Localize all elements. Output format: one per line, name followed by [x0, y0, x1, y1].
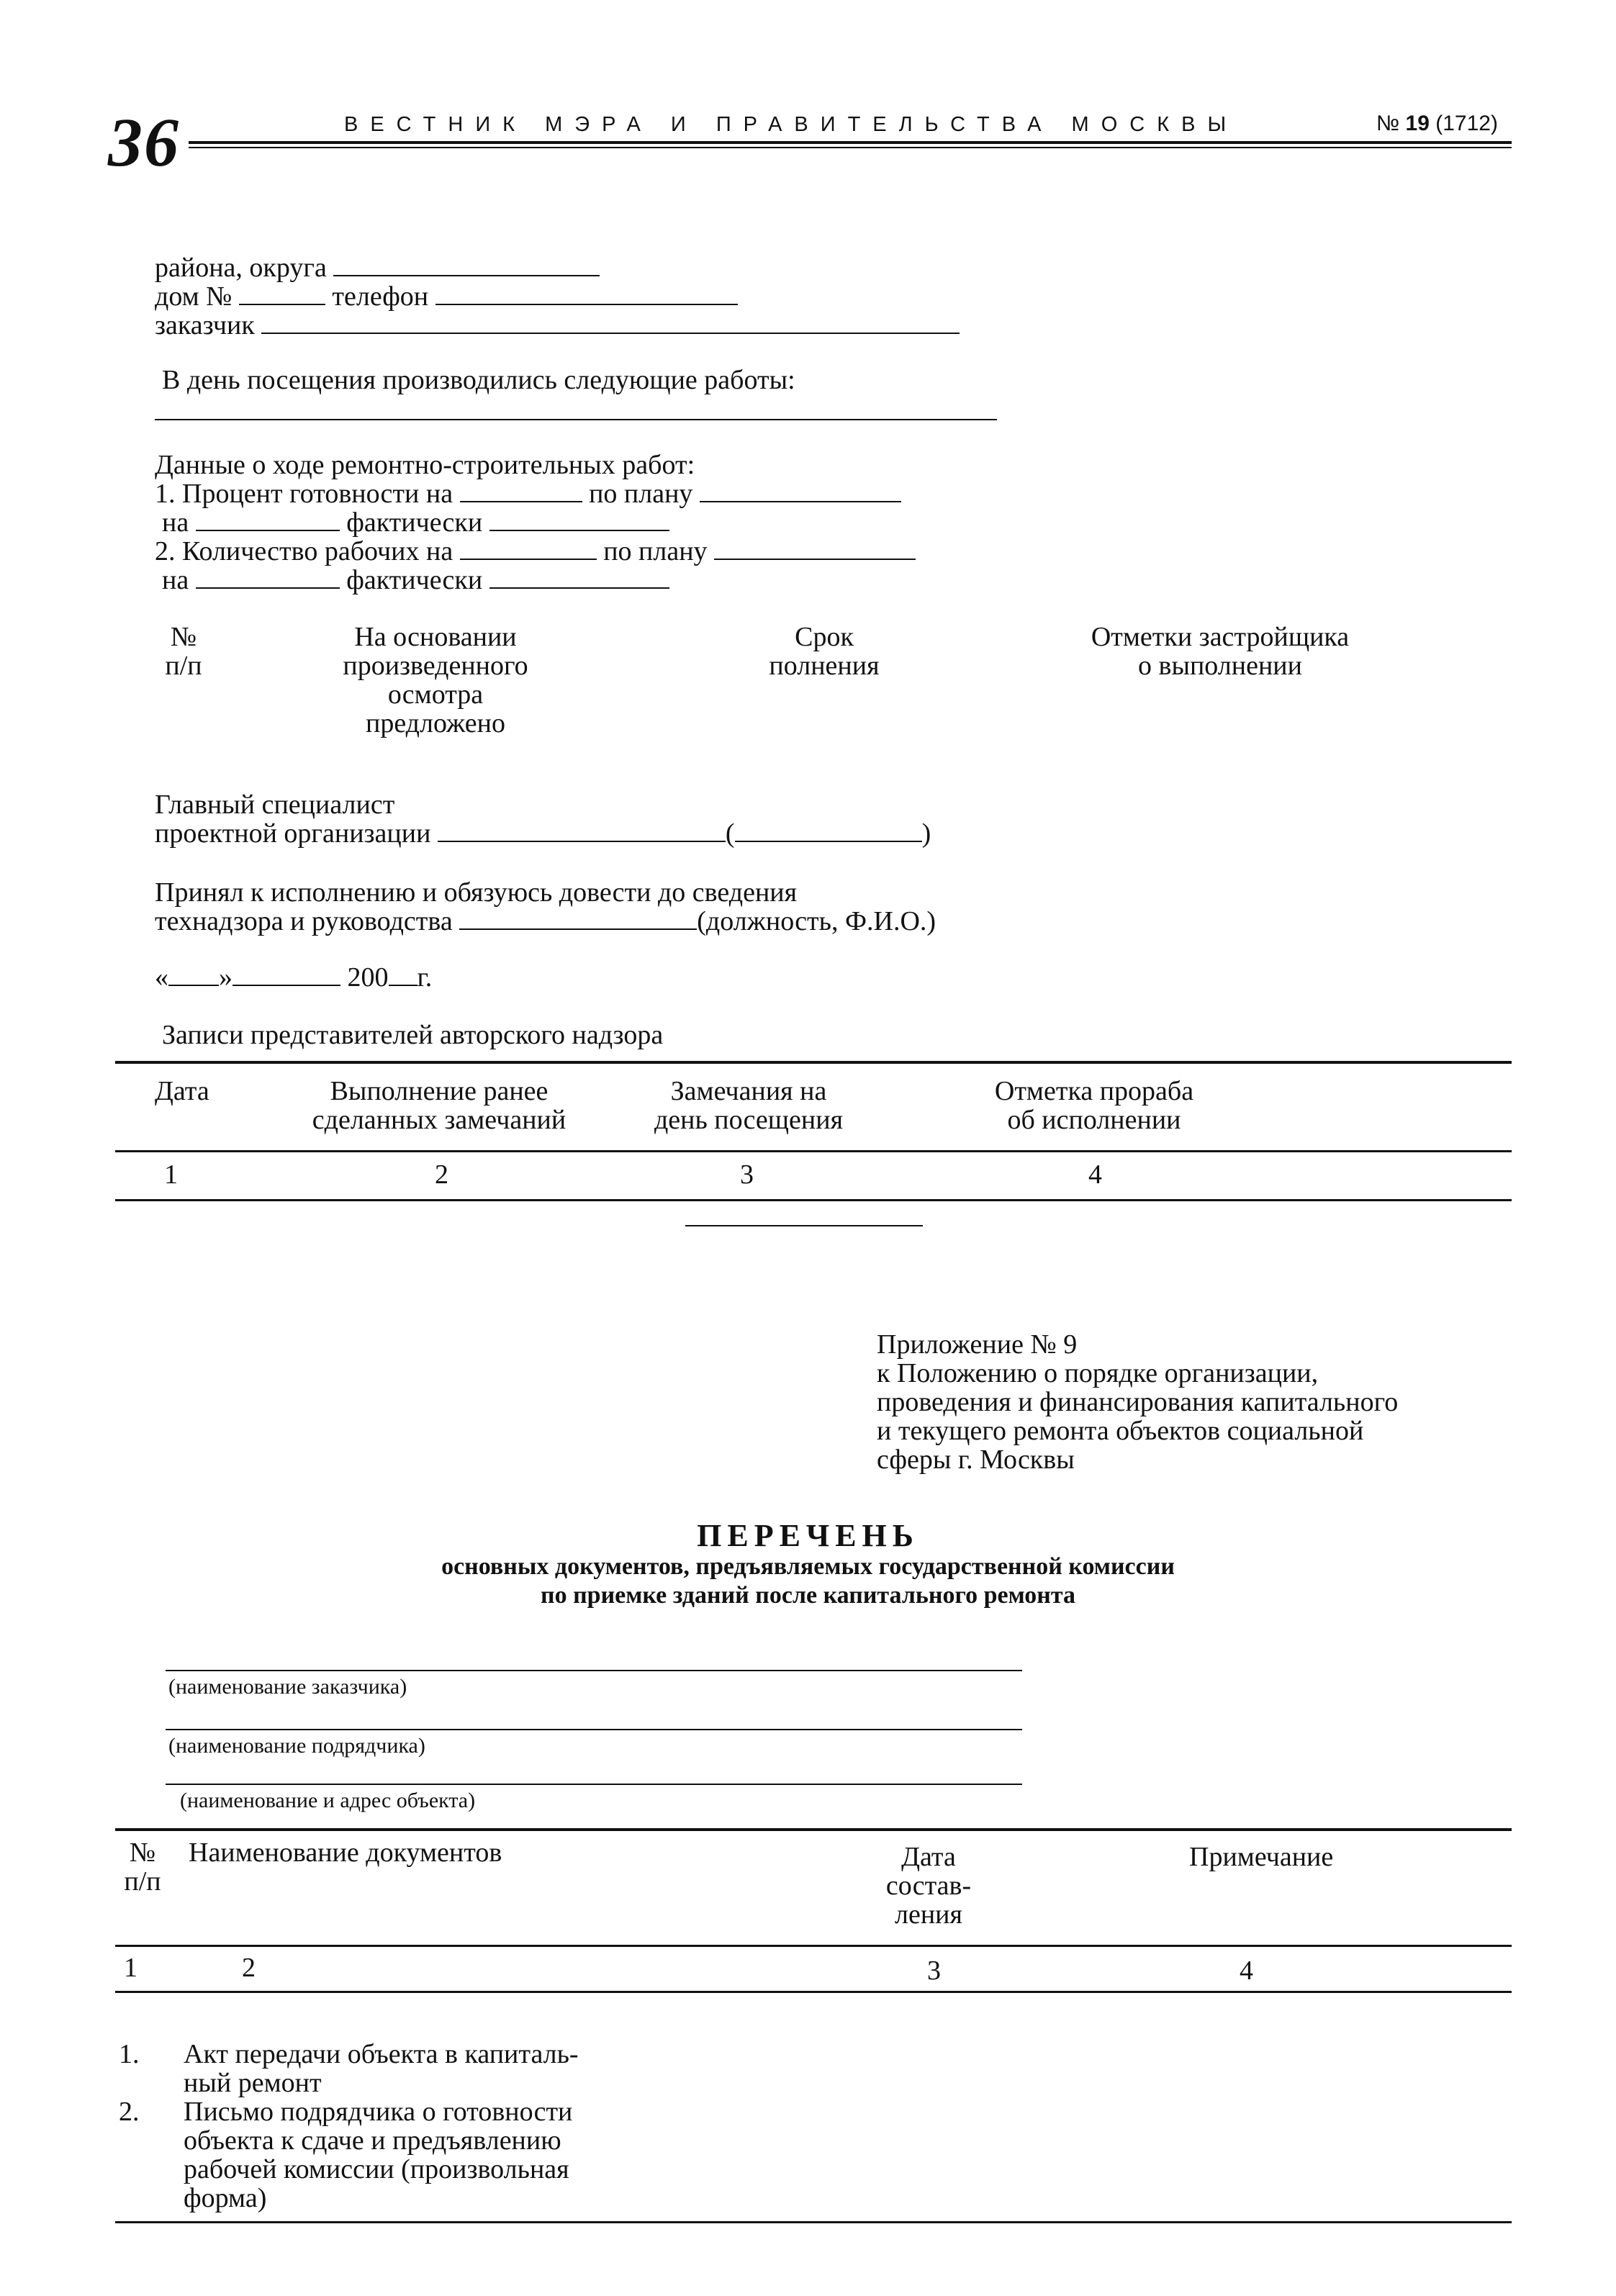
- paren-close: ): [921, 818, 931, 849]
- table3-header-date: Дата состав- ления: [885, 1842, 972, 1930]
- list-heading: ПЕРЕЧЕНЬ: [697, 1518, 919, 1553]
- table3-mid-rule: [115, 1945, 1512, 1947]
- table2-col-num-3: 3: [740, 1160, 754, 1190]
- appendix-line-2: к Положению о порядке организации,: [877, 1358, 1319, 1388]
- table2-mid-rule: [115, 1150, 1512, 1152]
- table3-col-num-4: 4: [1240, 1956, 1253, 1986]
- on-label: на: [162, 565, 189, 595]
- year-suffix: г.: [417, 962, 433, 993]
- house-label: дом №: [155, 281, 233, 312]
- issue-prefix: №: [1376, 112, 1400, 135]
- issue-number: [1376, 112, 1498, 136]
- readiness-line: [155, 479, 901, 508]
- position-hint: (должность, Ф.И.О.): [697, 906, 936, 936]
- workers-line: [155, 537, 916, 566]
- year-blank: [389, 963, 417, 986]
- workers-date-blank: [460, 537, 597, 560]
- table3-col-num-1: 1: [124, 1953, 137, 1983]
- actual-label: фактически: [346, 507, 483, 538]
- workers-plan-blank: [714, 537, 916, 560]
- table2-header-remarks: Замечания на день посещения: [654, 1076, 844, 1135]
- date-close-quote: »: [219, 962, 233, 993]
- contractor-name-blank: [166, 1729, 1022, 1730]
- table2-header-done: Выполнение ранее сделанных замечаний: [312, 1076, 566, 1135]
- chief-name-blank: [735, 819, 922, 842]
- chief-line2: [155, 819, 931, 848]
- readiness-on-blank: [196, 508, 340, 531]
- table2-col-num-1: 1: [164, 1160, 178, 1190]
- table1-header-proposed: На основании произведенного осмотра предложено: [343, 622, 528, 738]
- house-blank: [239, 282, 325, 305]
- table1-header-term: Срок полнения: [769, 622, 880, 681]
- table2-header-date: Дата: [155, 1076, 209, 1106]
- table3-row-1-text: Акт передачи объекта в капиталь- ный ремонт: [184, 2039, 579, 2098]
- customer-name-blank: [166, 1670, 1022, 1671]
- readiness-label: 1. Процент готовности на: [155, 479, 453, 509]
- phone-label: телефон: [332, 281, 429, 312]
- section-divider: [685, 1225, 923, 1226]
- list-subtitle-2: по приемке зданий после капитального ремонта: [540, 1582, 1075, 1609]
- on-label: на: [162, 507, 189, 538]
- header-rule-thin: [189, 147, 1512, 148]
- table3-header-num: № п/п: [124, 1838, 161, 1897]
- table2-col-num-2: 2: [435, 1160, 448, 1190]
- issue-total: (1712): [1435, 112, 1498, 135]
- customer-line: [155, 311, 960, 340]
- chief-org-label: проектной организации: [155, 818, 431, 849]
- month-blank: [233, 963, 340, 986]
- year-prefix: 200: [347, 962, 389, 993]
- table1-header-marks: Отметки застройщика о выполнении: [1091, 622, 1350, 681]
- accepted-line1: Принял к исполнению и обязуюсь довести до сведения: [155, 877, 798, 908]
- workers-actual-blank: [489, 566, 669, 589]
- accepted-blank: [459, 907, 697, 930]
- appendix-line-5: сферы г. Москвы: [877, 1445, 1075, 1475]
- appendix-line-1: Приложение № 9: [877, 1329, 1078, 1360]
- appendix-line-4: и текущего ремонта объектов социальной: [877, 1416, 1364, 1446]
- table2-caption: Записи представителей авторского надзора: [162, 1020, 664, 1050]
- workers-actual-line: [162, 566, 669, 595]
- house-line: [155, 282, 738, 311]
- customer-hint: (наименование заказчика): [168, 1675, 407, 1699]
- works-blank: [155, 419, 997, 420]
- date-line: [155, 963, 432, 992]
- issue-num: 19: [1405, 112, 1430, 135]
- table2-header-foreman: Отметка прораба об исполнении: [994, 1076, 1194, 1135]
- district-label: района, округа: [155, 253, 327, 283]
- contractor-hint: (наименование подрядчика): [168, 1734, 425, 1758]
- masthead: ВЕСТНИК МЭРА И ПРАВИТЕЛЬСТВА МОСКВЫ: [344, 113, 1239, 136]
- works-heading: В день посещения производились следующие работы:: [162, 365, 795, 395]
- accepted-label: технадзора и руководства: [155, 906, 453, 936]
- customer-label: заказчик: [155, 310, 255, 340]
- table3-top-rule: [115, 1828, 1512, 1831]
- customer-blank: [261, 311, 960, 334]
- readiness-plan-label: по плану: [589, 479, 693, 509]
- table2-top-rule: [115, 1061, 1512, 1064]
- table3-header-note: Примечание: [1189, 1842, 1334, 1872]
- readiness-actual-blank: [489, 508, 669, 531]
- table1-header-num: № п/п: [165, 622, 202, 681]
- table3-col-num-3: 3: [927, 1956, 941, 1986]
- readiness-plan-blank: [700, 479, 901, 502]
- table3-col-num-2: 2: [242, 1953, 256, 1983]
- object-hint: (наименование и адрес объекта): [180, 1789, 476, 1812]
- table3-numbers-rule: [115, 1991, 1512, 1993]
- appendix-line-3: проведения и финансирования капитального: [877, 1387, 1399, 1417]
- table3-row-2-text: Письмо подрядчика о готовности объекта к сдаче и предъявлению рабочей комиссии (произвольная форма): [184, 2097, 573, 2213]
- table3-row-1-num: 1.: [119, 2039, 140, 2069]
- table3-row-2-num: 2.: [119, 2097, 140, 2127]
- phone-blank: [435, 282, 738, 305]
- date-open-quote: «: [155, 962, 168, 993]
- workers-plan-label: по плану: [603, 536, 708, 566]
- actual-label: фактически: [346, 565, 483, 595]
- day-blank: [168, 963, 219, 986]
- chief-signature-blank: [438, 819, 726, 842]
- table3-bottom-rule: [115, 2221, 1512, 2223]
- readiness-date-blank: [460, 479, 582, 502]
- page-number: 36: [108, 104, 180, 181]
- table3-header-name: Наименование документов: [189, 1838, 502, 1868]
- district-line: [155, 253, 600, 282]
- object-name-blank: [166, 1784, 1022, 1785]
- paren-open: (: [725, 818, 735, 849]
- workers-label: 2. Количество рабочих на: [155, 536, 453, 566]
- workers-on-blank: [196, 566, 340, 589]
- table2-col-num-4: 4: [1088, 1160, 1102, 1190]
- list-subtitle-1: основных документов, предъявляемых государственной комиссии: [441, 1553, 1175, 1580]
- header-rule: [189, 141, 1512, 144]
- readiness-actual-line: [162, 508, 669, 537]
- chief-line1: Главный специалист: [155, 790, 395, 820]
- accepted-line2: [155, 907, 936, 936]
- district-blank: [333, 253, 600, 276]
- table2-bottom-rule: [115, 1199, 1512, 1201]
- progress-heading: Данные о ходе ремонтно-строительных работ:: [155, 450, 695, 480]
